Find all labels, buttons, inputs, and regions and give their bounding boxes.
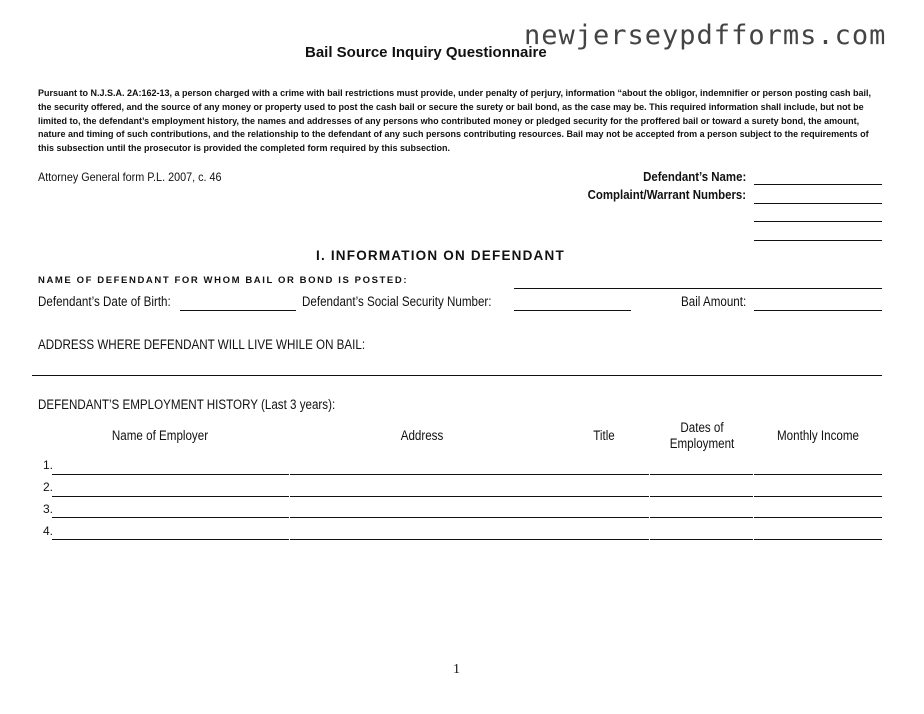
- name-of-defendant-label: NAME OF DEFENDANT FOR WHOM BAIL OR BOND IS POSTED:: [38, 275, 409, 286]
- header-title: Title: [593, 428, 615, 443]
- row-number: 1.: [43, 458, 54, 472]
- row-number: 4.: [43, 524, 54, 538]
- row3-dates-field[interactable]: [650, 517, 753, 518]
- row1-income-field[interactable]: [754, 474, 882, 475]
- row1-address-field[interactable]: [290, 474, 649, 475]
- ag-form-label: Attorney General form P.L. 2007, c. 46: [38, 170, 222, 184]
- row4-employer-field[interactable]: [52, 539, 289, 540]
- intro-paragraph: Pursuant to N.J.S.A. 2A:162-13, a person charged with a crime with bail restrictions must provide, under penalty of perjury, information “about the obligor, indemnifier or person posting cash bail, the security offered, and the source of any money or property used to post the cash bail or secure the surety or bail bond, as the case may be. This required information shall include, but not be limited to, the defendant’s employment history, the names and addresses of any persons who contributed money or pledged security for the proffered bail or toward a surety bond, the amount, nature and timing of such contributions, and the relationship to the defendant of any such persons contributing resources. Bail may not be accepted from a person subject to the requirements of this subsection until the prosecutor is provided the completed form required by this subsection.: [38, 88, 871, 154]
- row1-dates-field[interactable]: [650, 474, 753, 475]
- row1-employer-field[interactable]: [52, 474, 289, 475]
- page-number: 1: [453, 662, 460, 677]
- row4-income-field[interactable]: [754, 539, 882, 540]
- complaint-number-field-1[interactable]: [754, 203, 882, 204]
- complaint-warrant-label: Complaint/Warrant Numbers:: [587, 187, 746, 202]
- bail-amount-label: Bail Amount:: [681, 294, 747, 309]
- header-address: Address: [400, 428, 444, 443]
- address-field[interactable]: [32, 375, 882, 376]
- complaint-number-field-2[interactable]: [754, 221, 882, 222]
- header-name-of-employer: Name of Employer: [111, 428, 209, 443]
- name-of-defendant-field[interactable]: [514, 288, 882, 289]
- header-dates-of-employment: Dates of Employment: [669, 420, 735, 451]
- form-title: Bail Source Inquiry Questionnaire: [305, 44, 547, 61]
- section-title: I. INFORMATION ON DEFENDANT: [316, 248, 565, 263]
- watermark-text: newjerseypdfforms.com: [524, 20, 887, 51]
- address-label: ADDRESS WHERE DEFENDANT WILL LIVE WHILE ON BAIL:: [38, 337, 366, 352]
- employment-history-label: DEFENDANT’S EMPLOYMENT HISTORY (Last 3 years):: [38, 397, 336, 412]
- bail-amount-field[interactable]: [754, 310, 882, 311]
- dob-field[interactable]: [180, 310, 296, 311]
- row4-dates-field[interactable]: [650, 539, 753, 540]
- row2-dates-field[interactable]: [650, 496, 753, 497]
- defendants-name-field[interactable]: [754, 184, 882, 185]
- dob-label: Defendant’s Date of Birth:: [38, 294, 171, 309]
- row2-employer-field[interactable]: [52, 496, 289, 497]
- row2-address-field[interactable]: [290, 496, 649, 497]
- row-number: 3.: [43, 502, 54, 516]
- complaint-number-field-3[interactable]: [754, 240, 882, 241]
- row3-income-field[interactable]: [754, 517, 882, 518]
- ssn-field[interactable]: [514, 310, 631, 311]
- defendants-name-label: Defendant’s Name:: [642, 169, 746, 184]
- ssn-label: Defendant’s Social Security Number:: [302, 294, 492, 309]
- row3-employer-field[interactable]: [52, 517, 289, 518]
- row2-income-field[interactable]: [754, 496, 882, 497]
- header-monthly-income: Monthly Income: [777, 428, 859, 443]
- row4-address-field[interactable]: [290, 539, 649, 540]
- row3-address-field[interactable]: [290, 517, 649, 518]
- row-number: 2.: [43, 480, 54, 494]
